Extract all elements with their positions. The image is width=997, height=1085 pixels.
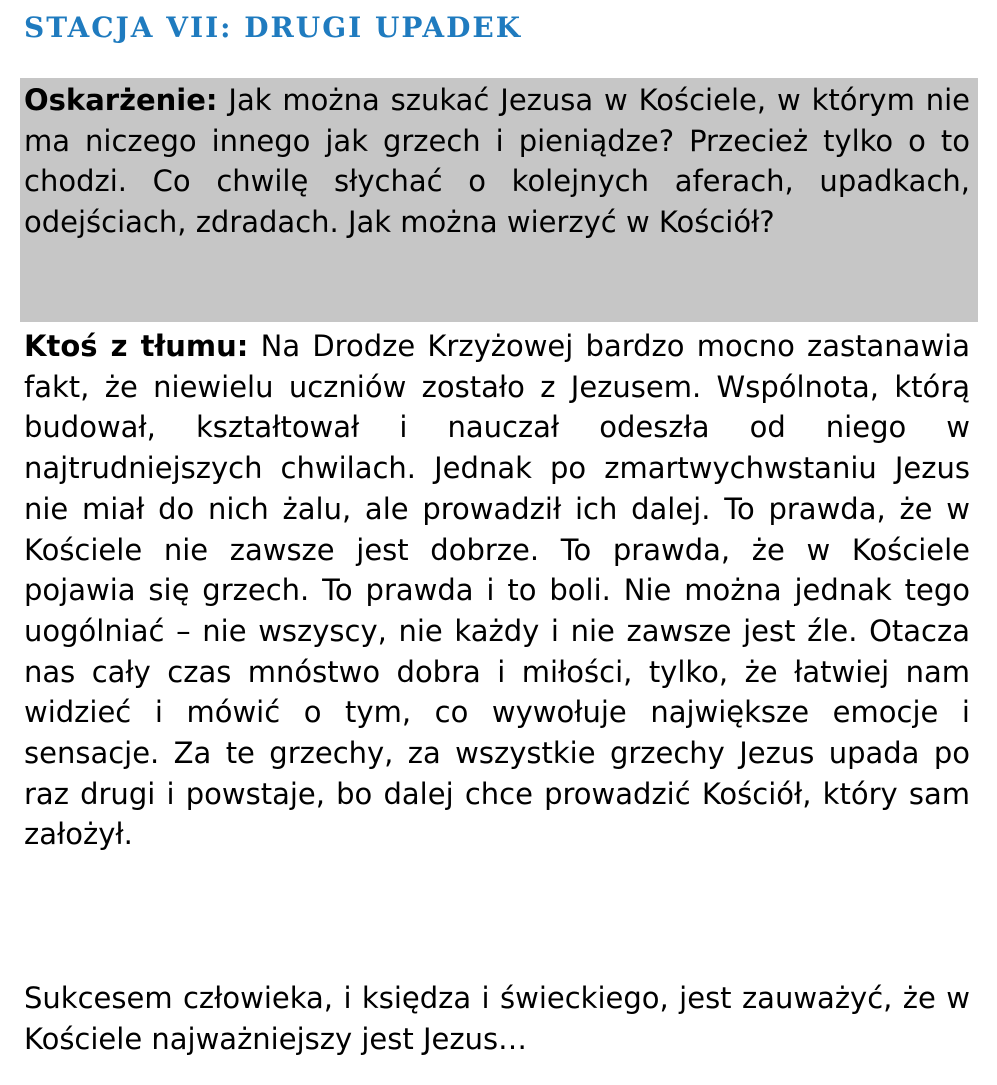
reply-speaker: Ktoś z tłumu:: [24, 329, 249, 363]
accusation-body: Jak można szukać Jezusa w Kościele, w którym nie ma niczego innego jak grzech i pieniądze? Przecież tylko o to chodzi. Co chwilę słychać o kolejnych aferach, upadkach, odejściach, zdradach. Jak można wierzyć w Kościół?: [24, 83, 970, 240]
accusation-speaker: Oskarżenie:: [24, 83, 218, 117]
accusation-paragraph: [24, 80, 970, 243]
accusation-box: [20, 78, 978, 322]
closing-paragraph: [24, 978, 970, 1059]
reply-body: Na Drodze Krzyżowej bardzo mocno zastanawia fakt, że niewielu uczniów zostało z Jezusem. Wspólnota, którą budował, kształtował i nauczał odeszła od niego w najtrudniejszych chwilach. Jednak po zmartwychwstaniu Jezus nie miał do nich żalu, ale prowadził ich dalej. To prawda, że w Kościele nie zawsze jest dobrze. To prawda, że w Kościele pojawia się grzech. To prawda i to boli. Nie można jednak tego uogólniać – nie wszyscy, nie każdy i nie zawsze jest źle. Otacza nas cały czas mnóstwo dobra i miłości, tylko, że łatwiej nam widzieć i mówić o tym, co wywołuje największe emocje i sensacje. Za te grzechy, za wszystkie grzechy Jezus upada po raz drugi i powstaje, bo dalej chce prowadzić Kościół, który sam założył.: [24, 329, 971, 852]
closing-body: Sukcesem człowieka, i księdza i świeckiego, jest zauważyć, że w Kościele najważniejszy jest Jezus…: [24, 981, 970, 1056]
station-title: STACJA VII: DRUGI UPADEK: [24, 11, 523, 44]
reply-paragraph: [24, 326, 970, 855]
